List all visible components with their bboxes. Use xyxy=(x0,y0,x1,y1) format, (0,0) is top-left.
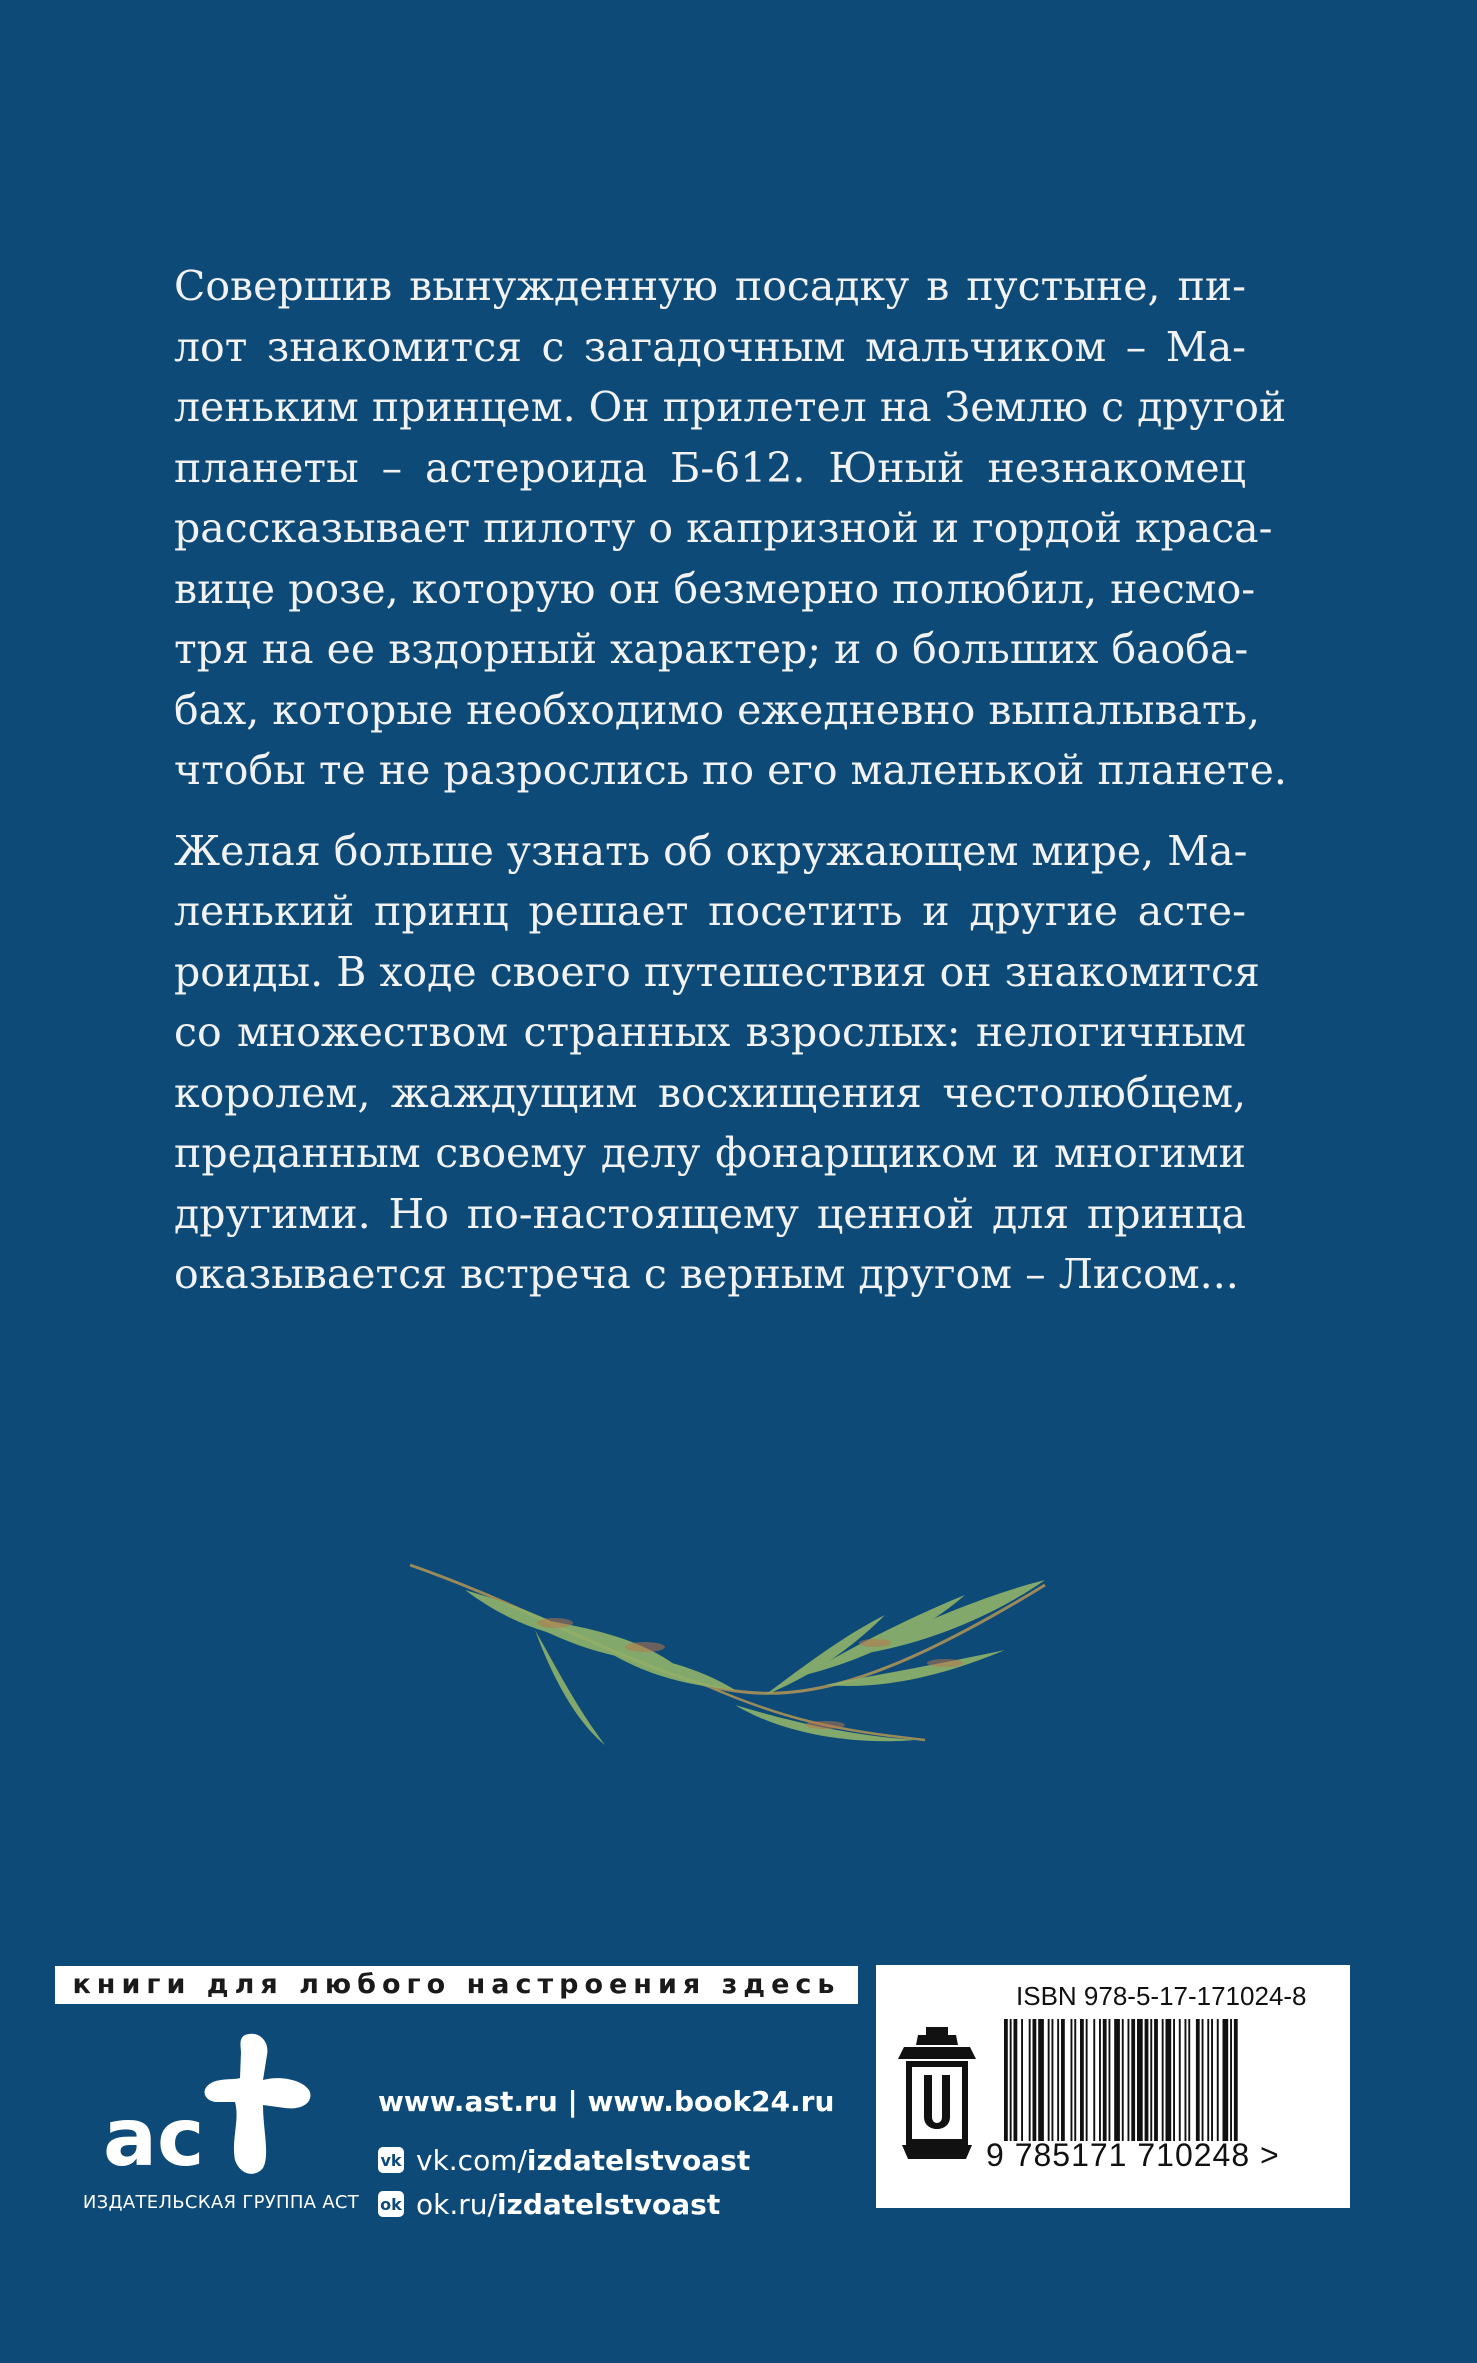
blurb-line: Совершив вынужденную посадку в пустыне, пи- xyxy=(174,262,1246,310)
website-links[interactable]: www.ast.ru | www.book24.ru xyxy=(378,2085,835,2118)
lantern-icon xyxy=(896,2025,978,2165)
blurb-line: лот знакомится с загадочным мальчиком – Ма- xyxy=(174,322,1246,371)
blurb-line: Желая больше узнать об окружающем мире, Ма- xyxy=(174,826,1248,875)
vk-handle: izdatelstvoast xyxy=(526,2143,751,2177)
blurb-paragraph-1 xyxy=(174,256,1287,801)
isbn-digits: 9 785171 710248 > xyxy=(986,2137,1280,2173)
banner-slogan: книги для любого настроения здесь xyxy=(55,1966,858,2004)
ok-prefix: ok.ru/ xyxy=(416,2187,497,2221)
olive-branch-icon xyxy=(405,1545,1055,1765)
blurb-line: со множеством странных взрослых: нелогичным xyxy=(174,1008,1246,1056)
ok-handle: izdatelstvoast xyxy=(496,2187,721,2221)
ok-icon: ok xyxy=(378,2191,404,2217)
blurb-line: тря на ее вздорный характер; и о больших баоба- xyxy=(174,625,1249,673)
vk-prefix: vk.com/ xyxy=(416,2143,527,2177)
publisher-caption: ИЗДАТЕЛЬСКАЯ ГРУППА АСТ xyxy=(82,2192,360,2213)
barcode xyxy=(1000,2019,1330,2141)
blurb-line: королем, жаждущим восхищения честолюбцем, xyxy=(174,1068,1246,1117)
blurb-line: рассказывает пилоту о капризной и гордой краса- xyxy=(174,504,1273,552)
blurb-line: вице розе, которую он безмерно полюбил, несмо- xyxy=(174,564,1256,613)
logo-text: ac xyxy=(103,2091,205,2180)
isbn-box xyxy=(876,1965,1350,2208)
blurb-line: роиды. В ходе своего путешествия он знакомится xyxy=(174,947,1260,996)
vk-link[interactable] xyxy=(378,2140,834,2180)
blurb-line: леньким принцем. Он прилетел на Землю с другой xyxy=(174,383,1287,431)
ast-logo xyxy=(95,2030,325,2180)
blurb-line: оказывается встреча с верным другом – Лисом... xyxy=(174,1250,1239,1298)
ok-link[interactable] xyxy=(378,2184,834,2224)
blurb-line: бах, которые необходимо ежедневно выпалывать, xyxy=(174,685,1261,734)
blurb-paragraph-2 xyxy=(174,821,1260,1305)
isbn-label: ISBN 978-5-17-171024-8 xyxy=(1016,1981,1307,2011)
blurb-line: планеты – астероида Б-612. Юный незнакомец xyxy=(174,443,1246,492)
blurb-line: чтобы те не разрослись по его маленькой планете. xyxy=(174,746,1287,794)
blurb-line: преданным своему делу фонарщиком и многими xyxy=(174,1129,1246,1177)
blurb-line: ленький принц решает посетить и другие асте- xyxy=(174,887,1246,935)
vk-icon: vk xyxy=(378,2147,404,2173)
blurb-text xyxy=(174,256,1287,1325)
blurb-line: другими. Но по-настоящему ценной для принца xyxy=(174,1189,1246,1238)
publisher-links xyxy=(378,2085,834,2228)
